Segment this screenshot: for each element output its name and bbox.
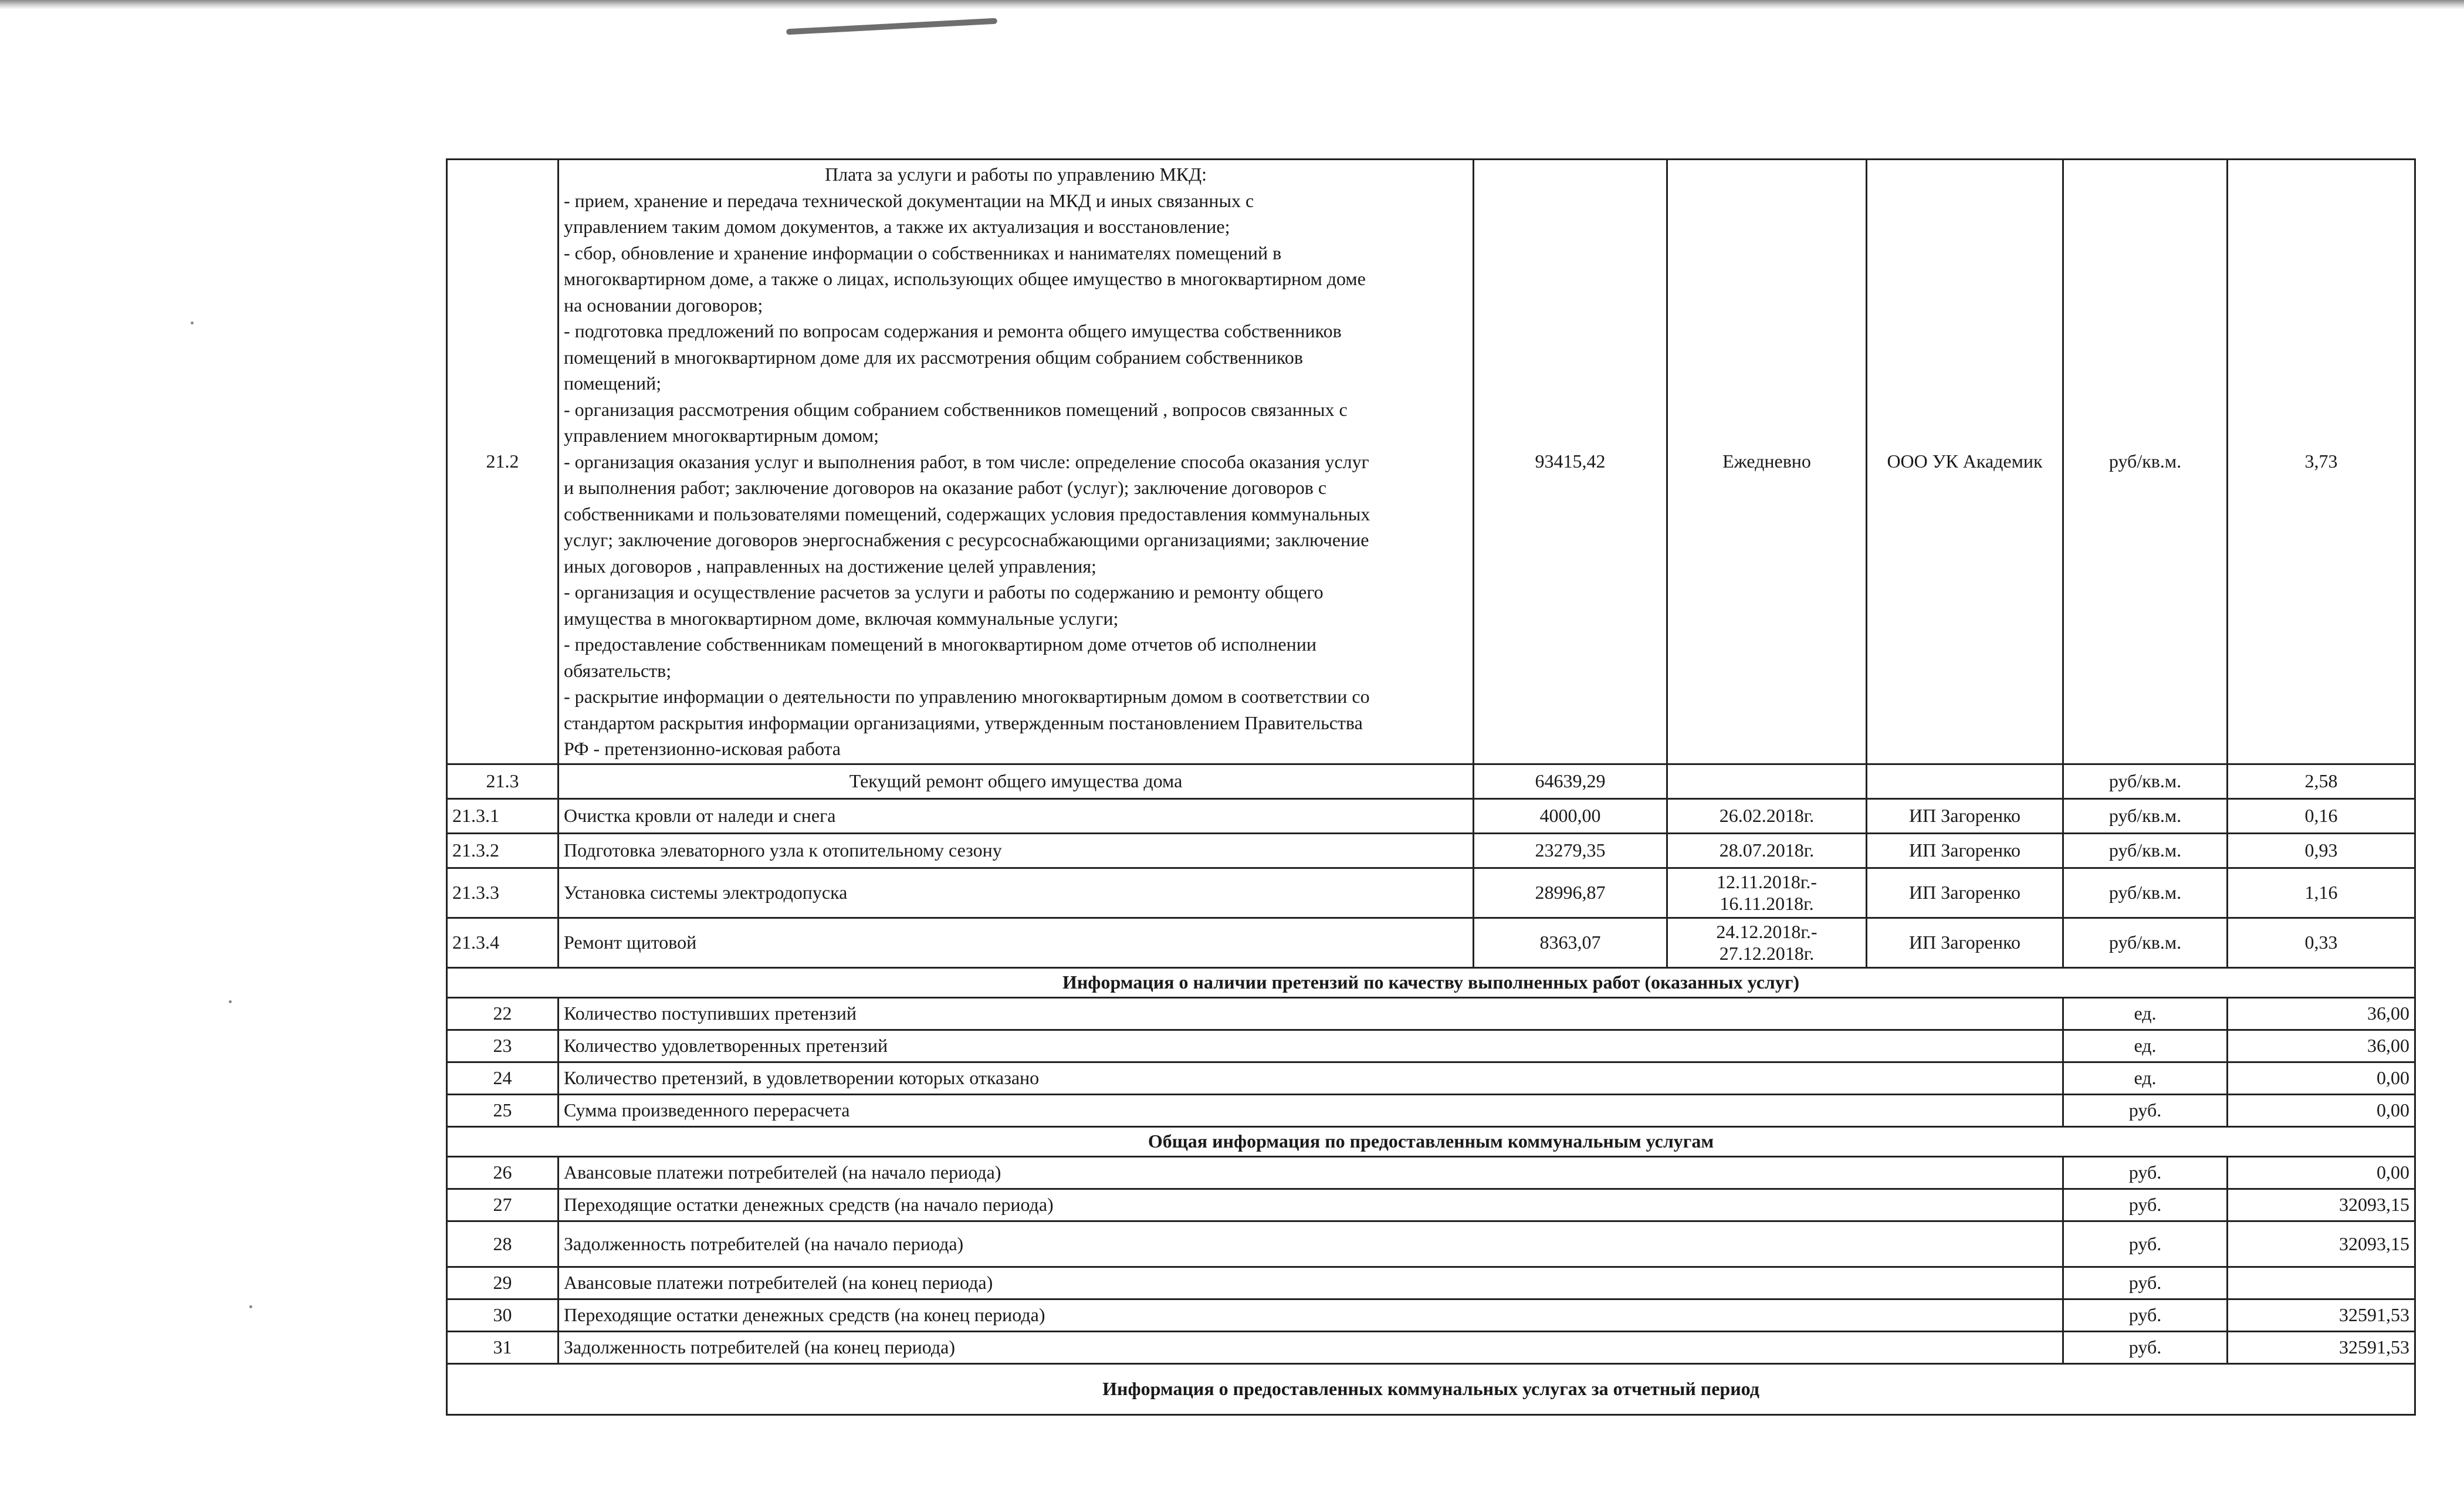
value-cell: 32093,15 <box>2228 1221 2415 1267</box>
row-number: 22 <box>447 997 559 1030</box>
description-line: обязательств; <box>564 659 672 681</box>
description-line: Плата за услуги и работы по управлению МКД: <box>825 164 1207 185</box>
rate-cell: 2,58 <box>2228 764 2415 798</box>
unit-cell: руб. <box>2063 1331 2228 1363</box>
table-row <box>447 1331 2415 1363</box>
unit-cell: руб/кв.м. <box>2063 798 2228 833</box>
value-cell: 0,00 <box>2228 1156 2415 1189</box>
cost-cell: 28996,87 <box>1474 868 1667 918</box>
description-line: собственниками и пользователями помещений, содержащих условия предоставления коммунальных <box>564 503 1370 524</box>
description-line: - организация и осуществление расчетов за услуги и работы по содержанию и ремонту общего <box>564 581 1324 603</box>
unit-cell: руб. <box>2063 1189 2228 1221</box>
indicator-name: Количество претензий, в удовлетворении которых отказано <box>559 1062 2063 1094</box>
contractor-cell: ООО УК Академик <box>1867 160 2063 764</box>
date-line: 27.12.2018г. <box>1719 942 1815 964</box>
indicator-name: Переходящие остатки денежных средств (на начало периода) <box>559 1189 2063 1221</box>
unit-cell: руб/кв.м. <box>2063 918 2228 967</box>
description-line: - прием, хранение и передача технической документации на МКД и иных связанных с <box>564 189 1254 211</box>
row-number: 21.3 <box>447 764 559 798</box>
row-number: 21.3.4 <box>447 918 559 967</box>
work-name: Очистка кровли от наледи и снега <box>559 798 1474 833</box>
description-line: иных договоров , направленных на достижение целей управления; <box>564 555 1096 577</box>
row-number: 21.3.1 <box>447 798 559 833</box>
unit-cell: руб. <box>2063 1094 2228 1126</box>
claims-heading: Информация о наличии претензий по качеству выполненных работ (оказанных услуг) <box>447 967 2415 997</box>
description-line: управлением многоквартирным домом; <box>564 425 879 446</box>
unit-cell: ед. <box>2063 1030 2228 1062</box>
value-cell <box>2228 1267 2415 1299</box>
value-cell: 0,00 <box>2228 1062 2415 1094</box>
indicator-name: Авансовые платежи потребителей (на конец периода) <box>559 1267 2063 1299</box>
date-cell <box>1667 918 1867 967</box>
description-line: - сбор, обновление и хранение информации о собственниках и нанимателях помещений в <box>564 242 1282 263</box>
contractor-cell: ИП Загоренко <box>1867 918 2063 967</box>
row-number: 28 <box>447 1221 559 1267</box>
row-number: 29 <box>447 1267 559 1299</box>
row-number: 26 <box>447 1156 559 1189</box>
table-row <box>447 1030 2415 1062</box>
description-line: РФ - претензионно-исковая работа <box>564 738 841 759</box>
cost-cell: 4000,00 <box>1474 798 1667 833</box>
table-row <box>447 1062 2415 1094</box>
service-description <box>559 160 1474 764</box>
work-name: Ремонт щитовой <box>559 918 1474 967</box>
unit-cell: руб. <box>2063 1267 2228 1299</box>
row-number: 31 <box>447 1331 559 1363</box>
date-cell <box>1667 868 1867 918</box>
value-cell: 32093,15 <box>2228 1189 2415 1221</box>
scan-speck <box>229 1000 232 1003</box>
row-number: 21.3.2 <box>447 833 559 868</box>
unit-cell: руб. <box>2063 1156 2228 1189</box>
description-line: стандартом раскрытия информации организациями, утвержденным постановлением Правительства <box>564 712 1363 733</box>
row-number: 21.2 <box>447 160 559 764</box>
rate-cell: 1,16 <box>2228 868 2415 918</box>
indicator-name: Количество поступивших претензий <box>559 997 2063 1030</box>
table-row <box>447 918 2415 967</box>
table-row <box>447 1094 2415 1126</box>
indicator-name: Сумма произведенного перерасчета <box>559 1094 2063 1126</box>
table-row <box>447 1189 2415 1221</box>
unit-cell: руб. <box>2063 1221 2228 1267</box>
unit-cell: руб. <box>2063 1299 2228 1331</box>
work-name: Установка системы электродопуска <box>559 868 1474 918</box>
row-number: 27 <box>447 1189 559 1221</box>
table-row <box>447 1221 2415 1267</box>
value-cell: 36,00 <box>2228 1030 2415 1062</box>
unit-cell: руб/кв.м. <box>2063 160 2228 764</box>
value-cell: 0,00 <box>2228 1094 2415 1126</box>
indicator-name: Задолженность потребителей (на конец периода) <box>559 1331 2063 1363</box>
unit-cell: ед. <box>2063 1062 2228 1094</box>
section-header-row <box>447 1126 2415 1156</box>
row-number: 25 <box>447 1094 559 1126</box>
cost-cell: 23279,35 <box>1474 833 1667 868</box>
table-row <box>447 868 2415 918</box>
value-cell: 32591,53 <box>2228 1331 2415 1363</box>
unit-cell: ед. <box>2063 997 2228 1030</box>
description-line: помещений; <box>564 373 662 394</box>
date-cell: 28.07.2018г. <box>1667 833 1867 868</box>
section-header-row <box>447 967 2415 997</box>
row-number: 24 <box>447 1062 559 1094</box>
value-cell: 32591,53 <box>2228 1299 2415 1331</box>
description-line: на основании договоров; <box>564 294 763 316</box>
contractor-cell: ИП Загоренко <box>1867 833 2063 868</box>
report-table <box>446 158 2416 1416</box>
empty-cell <box>1667 764 1867 798</box>
cost-cell: 64639,29 <box>1474 764 1667 798</box>
date-line: 16.11.2018г. <box>1720 892 1814 914</box>
footer-heading: Информация о предоставленных коммунальных услугах за отчетный период <box>447 1363 2415 1414</box>
indicator-name: Переходящие остатки денежных средств (на конец периода) <box>559 1299 2063 1331</box>
table-row <box>447 833 2415 868</box>
unit-cell: руб/кв.м. <box>2063 868 2228 918</box>
table-row <box>447 764 2415 798</box>
description-line: имущества в многоквартирном доме, включая коммунальные услуги; <box>564 607 1119 629</box>
description-line: - предоставление собственникам помещений в многоквартирном доме отчетов об исполнении <box>564 634 1316 655</box>
description-line: - подготовка предложений по вопросам содержания и ремонта общего имущества собственников <box>564 320 1342 341</box>
indicator-name: Количество удовлетворенных претензий <box>559 1030 2063 1062</box>
table-row <box>447 1267 2415 1299</box>
scan-top-edge <box>0 0 2464 9</box>
table-row <box>447 1156 2415 1189</box>
cost-cell: 8363,07 <box>1474 918 1667 967</box>
scan-streak <box>786 18 997 35</box>
description-line: и выполнения работ; заключение договоров на оказание работ (услуг); заключение договоров с <box>564 477 1327 498</box>
row-number: 23 <box>447 1030 559 1062</box>
date-cell: 26.02.2018г. <box>1667 798 1867 833</box>
indicator-name: Задолженность потребителей (на начало периода) <box>559 1221 2063 1267</box>
row-number: 30 <box>447 1299 559 1331</box>
row-number: 21.3.3 <box>447 868 559 918</box>
date-line: 12.11.2018г.- <box>1717 871 1817 892</box>
utilities-heading: Общая информация по предоставленным коммунальным услугам <box>447 1126 2415 1156</box>
contractor-cell: ИП Загоренко <box>1867 868 2063 918</box>
indicator-name: Авансовые платежи потребителей (на начало периода) <box>559 1156 2063 1189</box>
rate-cell: 0,93 <box>2228 833 2415 868</box>
contractor-cell: ИП Загоренко <box>1867 798 2063 833</box>
rate-cell: 0,33 <box>2228 918 2415 967</box>
rate-cell: 0,16 <box>2228 798 2415 833</box>
description-line: услуг; заключение договоров энергоснабжения с ресурсоснабжающими организациями; заключение <box>564 529 1369 550</box>
table-row <box>447 997 2415 1030</box>
repair-title: Текущий ремонт общего имущества дома <box>559 764 1474 798</box>
date-line: 24.12.2018г.- <box>1716 920 1817 942</box>
cost-cell: 93415,42 <box>1474 160 1667 764</box>
empty-cell <box>1867 764 2063 798</box>
description-line: помещений в многоквартирном доме для их рассмотрения общим собранием собственников <box>564 346 1303 368</box>
rate-cell: 3,73 <box>2228 160 2415 764</box>
unit-cell: руб/кв.м. <box>2063 764 2228 798</box>
description-line: - организация оказания услуг и выполнения работ, в том числе: определение способа оказания услуг <box>564 451 1369 472</box>
periodicity-cell: Ежедневно <box>1667 160 1867 764</box>
scan-speck <box>191 321 194 324</box>
value-cell: 36,00 <box>2228 997 2415 1030</box>
description-line: управлением таким домом документов, а также их актуализация и восстановление; <box>564 216 1230 237</box>
description-line: - раскрытие информации о деятельности по управлению многоквартирным домом в соответствии со <box>564 686 1370 707</box>
table-row <box>447 160 2415 764</box>
table-row <box>447 1299 2415 1331</box>
unit-cell: руб/кв.м. <box>2063 833 2228 868</box>
work-name: Подготовка элеваторного узла к отопительному сезону <box>559 833 1474 868</box>
description-line: многоквартирном доме, а также о лицах, использующих общее имущество в многоквартирном доме <box>564 268 1366 289</box>
description-line: - организация рассмотрения общим собранием собственников помещений , вопросов связанных с <box>564 398 1348 420</box>
section-header-row <box>447 1363 2415 1414</box>
scan-speck <box>249 1305 252 1308</box>
table-row <box>447 798 2415 833</box>
